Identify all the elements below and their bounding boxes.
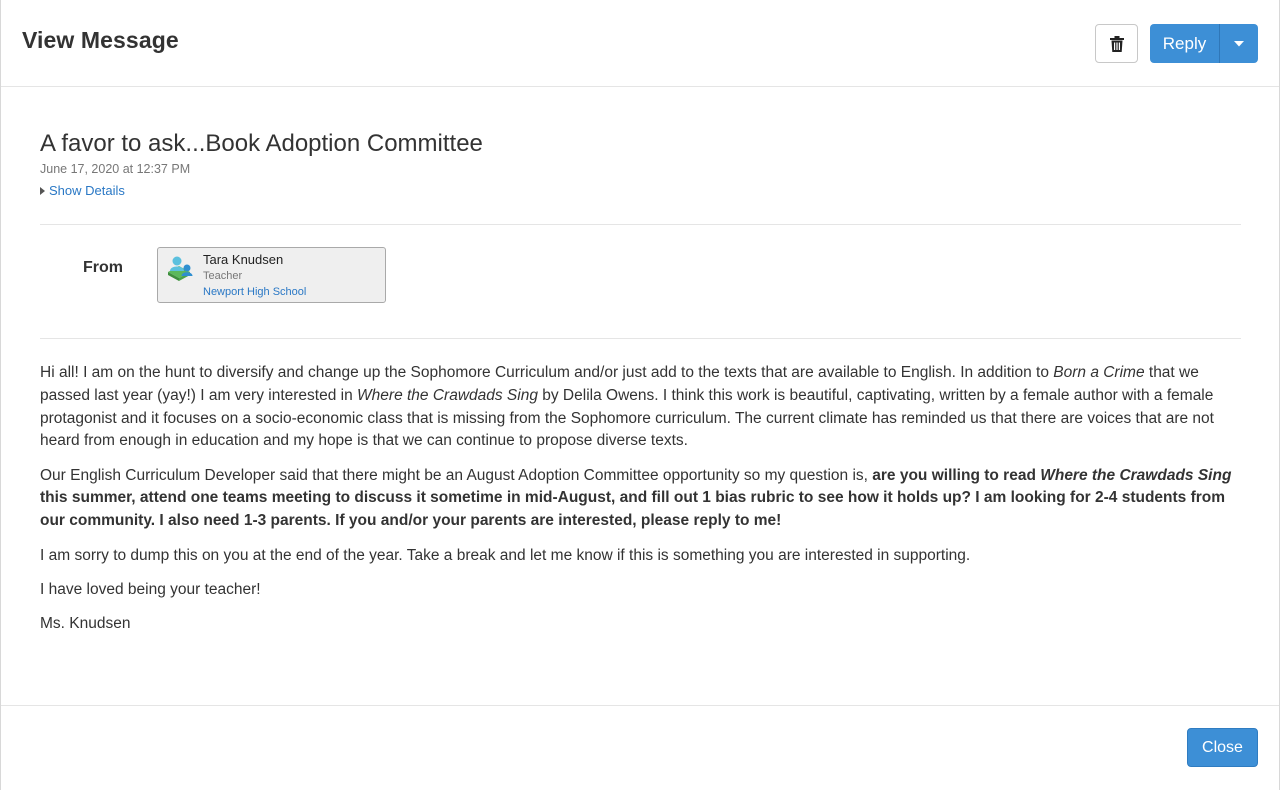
- sender-card[interactable]: [157, 247, 386, 303]
- sender-name: Tara Knudsen: [203, 252, 284, 267]
- bold-text: this summer, attend one teams meeting to discuss it sometime in mid-August, and fill out 1 bias rubric to see how it holds up? I am looking for 2-4 students from our community. I also need 1-3 parents. If you and/or your parents are interested, please reply to me!: [40, 489, 1226, 530]
- book-title: Born a Crime: [1053, 364, 1145, 381]
- teacher-avatar-icon: [166, 254, 194, 282]
- modal-header: [1, 0, 1279, 87]
- modal-title: View Message: [22, 27, 179, 53]
- caret-down-icon: [1234, 41, 1244, 47]
- caret-right-icon: [40, 187, 45, 195]
- modal-body: [1, 88, 1279, 705]
- message-signature: Ms. Knudsen: [40, 615, 131, 633]
- message-paragraph: [40, 465, 1240, 533]
- message-subject: A favor to ask...Book Adoption Committee: [40, 130, 483, 157]
- show-details-link[interactable]: [40, 183, 125, 198]
- reply-button[interactable]: Reply: [1150, 24, 1220, 63]
- message-body: [40, 362, 1240, 647]
- message-paragraph: [40, 362, 1240, 453]
- text: Our English Curriculum Developer said that there might be an August Adoption Committee opportunity so my question is,: [40, 466, 873, 484]
- sender-role: Teacher: [203, 270, 243, 282]
- reply-button-group: [1150, 24, 1258, 63]
- show-details-label: Show Details: [49, 183, 125, 198]
- delete-button[interactable]: [1095, 24, 1138, 63]
- text: that we passed last year (yay!) I am very interested in: [40, 364, 1199, 404]
- trash-icon: [1110, 36, 1124, 52]
- message-paragraph: I am sorry to dump this on you at the end of the year. Take a break and let me know if this is something you are interested in supporting.: [40, 546, 971, 564]
- message-date: June 17, 2020 at 12:37 PM: [40, 162, 191, 176]
- book-title: Where the Crawdads Sing: [1040, 466, 1232, 484]
- text: by Delila Owens. I think this work is beautiful, captivating, written by a female author with a female protagonist and it focuses on a socio-economic class that is missing from the Sophomore curriculum. The current climate has reminded us that there are voices that are not heard from enough in education and my hope is that we can continue to propose diverse texts.: [40, 386, 1214, 450]
- book-title: Where the Crawdads Sing: [357, 386, 538, 404]
- modal-footer: [1, 705, 1279, 790]
- divider: [40, 338, 1241, 339]
- bold-text: are you willing to read: [872, 466, 1041, 484]
- text: Hi all! I am on the hunt to diversify and change up the Sophomore Curriculum and/or just add to the texts that are available to English. In addition to: [40, 364, 1054, 381]
- close-button[interactable]: Close: [1187, 728, 1258, 767]
- from-label: From: [83, 259, 123, 276]
- reply-dropdown-button[interactable]: [1220, 24, 1258, 63]
- message-paragraph: I have loved being your teacher!: [40, 580, 261, 598]
- sender-school: Newport High School: [203, 286, 307, 298]
- divider: [40, 224, 1241, 225]
